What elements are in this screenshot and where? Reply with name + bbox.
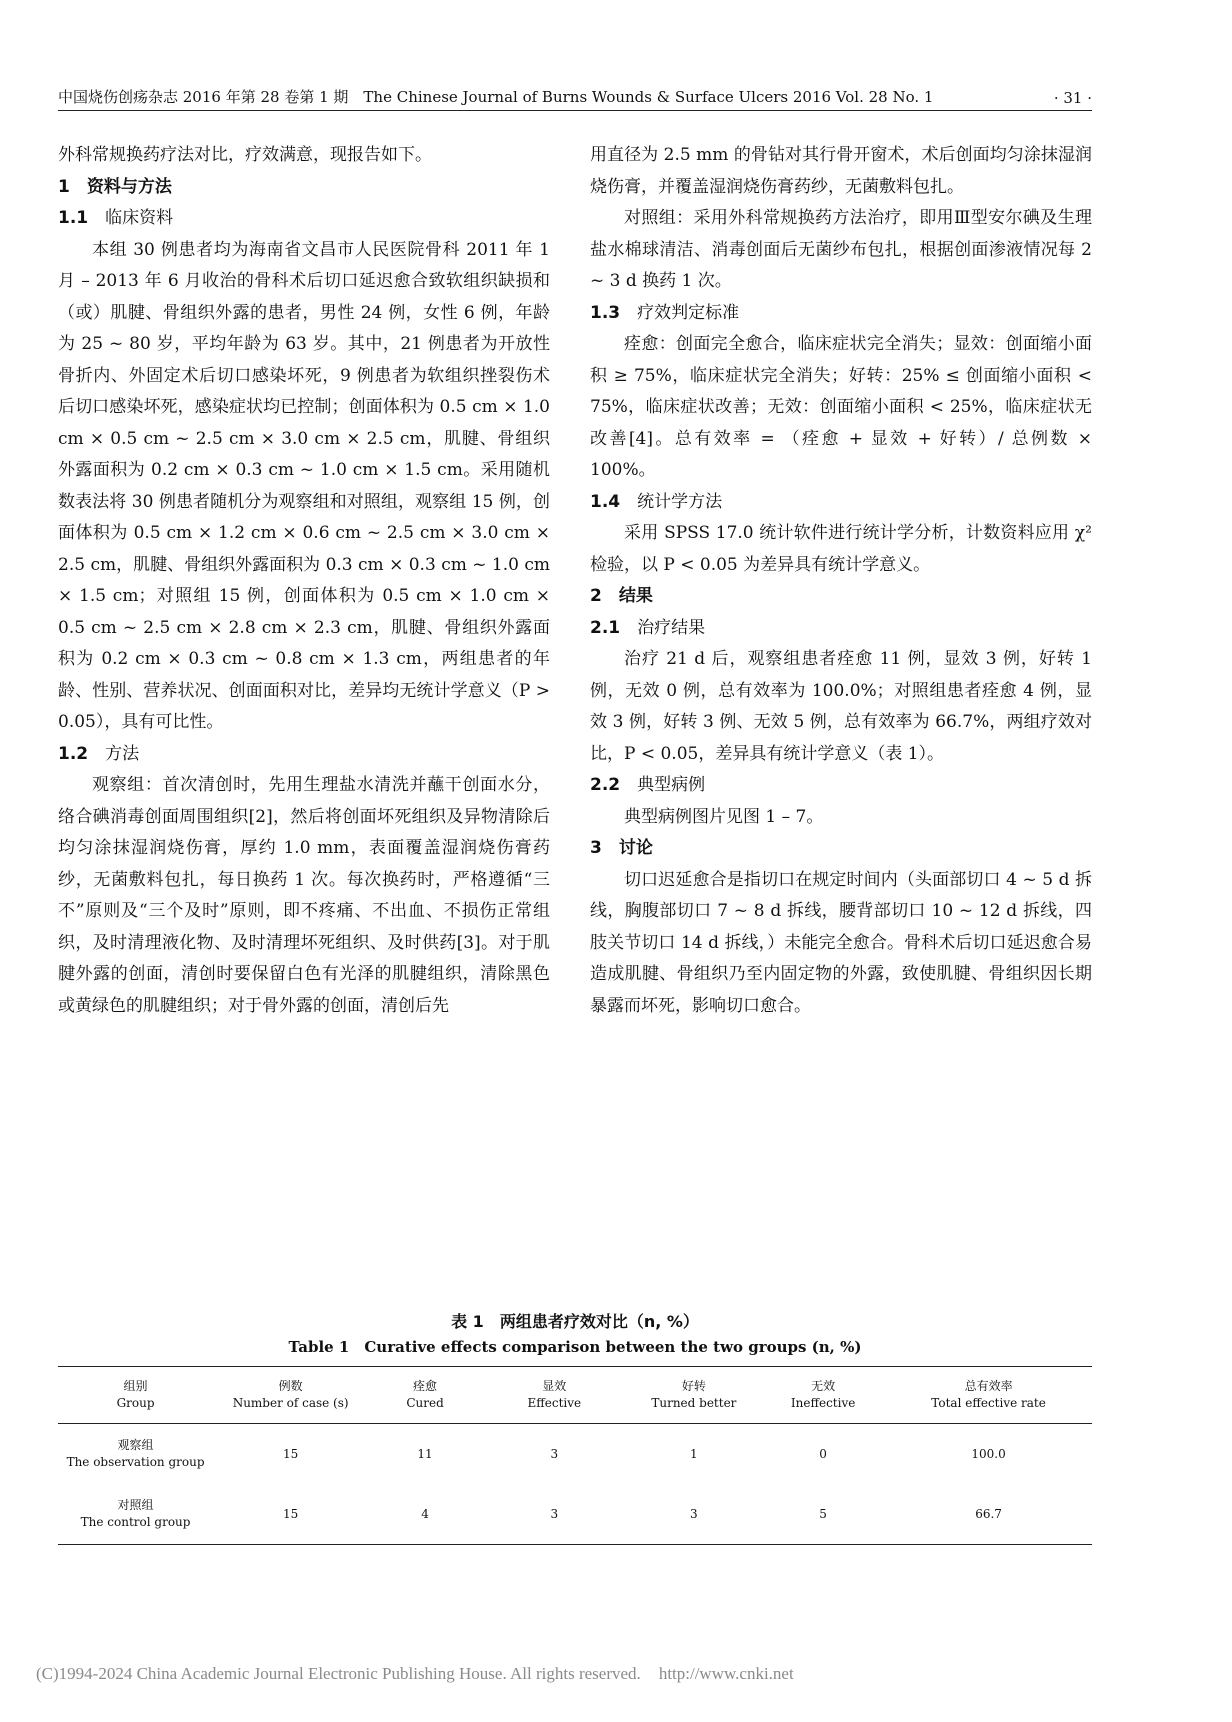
subsection-title: 治疗结果: [637, 617, 706, 638]
table-row: [58, 1484, 1092, 1545]
subsection-number: 1.4: [590, 491, 621, 512]
cell-effective: 3: [550, 1506, 559, 1521]
paragraph: 观察组：首次清创时，先用生理盐水清洗并蘸干创面水分，络合碘消毒创面周围组织[2]，然后将创面坏死组织及异物清除后均匀涂抹湿润烧伤膏，厚约 1.0 mm，表面覆盖湿润烧伤膏药纱，无菌敷料包扎，每日换药 1 次。每次换药时，严格遵循“三不”原则及“三个及时”原则，即不疼痛、不出血、不损伤正常组织，及时清理液化物、及时清理坏死组织、及时供药[3]。对于肌腱外露的创面，清创时要保留白色有光泽的肌腱组织，清除黑色或黄绿色的肌腱组织；对于骨外露的创面，清创后先: [58, 775, 550, 1016]
section-title: 结果: [618, 586, 653, 606]
cell-ineffective: 0: [819, 1446, 827, 1461]
cell-total-rate: 66.7: [975, 1506, 1002, 1521]
subsection-heading: [590, 613, 1092, 645]
section-heading: [590, 833, 1092, 865]
subsection-number: 2.1: [590, 617, 621, 638]
header-group: 组别 Group: [116, 1379, 155, 1410]
paragraph: 切口迟延愈合是指切口在规定时间内（头面部切口 4 ~ 5 d 拆线，胸腹部切口 7 ~ 8 d 拆线，腰背部切口 10 ~ 12 d 拆线，四肢关节切口 14 d 拆线，）未能完全愈合。骨科术后切口延迟愈合易造成肌腱、骨组织乃至内固定物的外露，致使肌腱、骨组织因长期暴露而坏死，影响切口愈合。: [590, 869, 1092, 1016]
results-table: [58, 1366, 1092, 1545]
journal-citation: 中国烧伤创疡杂志 2016 年第 28 卷第 1 期 The Chinese Journal of Burns Wounds & Surface Ulcers 2016 Vol. 28 No. 1: [58, 88, 934, 106]
running-header: [58, 86, 1092, 107]
paragraph: 对照组：采用外科常规换药方法治疗，即用Ⅲ型安尔碘及生理盐水棉球清洁、消毒创面后无菌纱布包扎，根据创面渗液情况每 2 ~ 3 d 换药 1 次。: [590, 208, 1092, 291]
cell-group: 观察组 The observation group: [66, 1438, 205, 1469]
section-number: 3: [590, 838, 602, 858]
subsection-title: 典型病例: [637, 775, 706, 795]
header-better: 好转 Turned better: [651, 1379, 737, 1410]
subsection-heading: [58, 739, 550, 771]
cell-better: 1: [690, 1446, 698, 1461]
copyright-text: (C)1994-2024 China Academic Journal Electronic Publishing House. All rights reserved.: [36, 1664, 641, 1683]
paragraph: 外科常规换药疗法对比，疗效满意，现报告如下。: [58, 145, 432, 165]
subsection-title: 统计学方法: [637, 491, 723, 512]
header-cases: 例数 Number of case (s): [232, 1379, 349, 1410]
cell-cured: 11: [417, 1446, 433, 1461]
subsection-heading: [590, 298, 1092, 330]
cell-better: 3: [690, 1506, 698, 1521]
subsection-number: 2.2: [590, 775, 621, 795]
subsection-title: 方法: [105, 743, 140, 764]
header-ineffective: 无效 Ineffective: [790, 1379, 856, 1410]
subsection-number: 1.2: [58, 743, 89, 764]
table-row: [58, 1424, 1092, 1485]
cell-group: 对照组 The control group: [80, 1498, 191, 1529]
right-column: [590, 140, 1092, 1022]
paragraph: 采用 SPSS 17.0 统计软件进行统计学分析，计数资料应用 χ² 检验，以 P < 0.05 为差异具有统计学意义。: [590, 523, 1092, 575]
section-heading: [590, 581, 1092, 613]
cell-ineffective: 5: [819, 1506, 827, 1521]
section-number: 1: [58, 176, 70, 197]
cell-cases: 15: [283, 1446, 299, 1461]
subsection-heading: [58, 203, 550, 235]
cell-effective: 3: [550, 1446, 559, 1461]
section-title: 讨论: [618, 838, 653, 858]
paragraph: 治疗 21 d 后，观察组患者痊愈 11 例，显效 3 例，好转 1 例，无效 0 例，总有效率为 100.0%；对照组患者痊愈 4 例，显效 3 例，好转 3 例、无效 5 例，总有效率为 66.7%，两组疗效对比，P < 0.05，差异具有统计学意义（表 1）。: [590, 649, 1092, 764]
paragraph: 本组 30 例患者均为海南省文昌市人民医院骨科 2011 年 1 月 – 2013 年 6 月收治的骨科术后切口延迟愈合致软组织缺损和（或）肌腱、骨组织外露的患者，男性 24 例，女性 6 例，年龄为 25 ~ 80 岁，平均年龄为 63 岁。其中，21 例患者为开放性骨折内、外固定术后切口感染坏死，9 例患者为软组织挫裂伤术后切口感染坏死，感染症状均已控制；创面体积为 0.5 cm × 1.0 cm × 0.5 cm ~ 2.5 cm × 3.0 cm × 2.5 cm，肌腱、骨组织外露面积为 0.2 cm × 0.3 cm ~ 1.0 cm × 1.5 cm。采用随机数表法将 30 例患者随机分为观察组和对照组，观察组 15 例，创面体积为 0.5 cm × 1.2 cm × 0.6 cm ~ 2.5 cm × 3.0 cm × 2.5 cm，肌腱、骨组织外露面积为 0.3 cm × 0.3 cm ~ 1.0 cm × 1.5 cm；对照组 15 例，创面体积为 0.5 cm × 1.0 cm × 0.5 cm ~ 2.5 cm × 2.8 cm × 2.3 cm，肌腱、骨组织外露面积为 0.2 cm × 0.3 cm ~ 0.8 cm × 1.3 cm，两组患者的年龄、性别、营养状况、创面面积对比，差异均无统计学意义（P > 0.05），具有可比性。: [58, 239, 550, 732]
subsection-title: 疗效判定标准: [637, 302, 740, 323]
paragraph: 痊愈：创面完全愈合，临床症状完全消失；显效：创面缩小面积 ≥ 75%，临床症状完全消失；好转：25% ≤ 创面缩小面积 < 75%，临床症状改善；无效：创面缩小面积 < 25%，临床症状无改善[4]。总有效率 = （痊愈 + 显效 + 好转）/ 总例数 × 100%。: [590, 334, 1092, 480]
subsection-number: 1.1: [58, 208, 89, 228]
header-effective: 显效 Effective: [527, 1379, 582, 1410]
cell-cured: 4: [421, 1506, 429, 1521]
cell-cases: 15: [283, 1506, 299, 1521]
left-column: [58, 140, 550, 1022]
table-header-row: [58, 1367, 1092, 1424]
header-rule: [58, 110, 1092, 111]
subsection-number: 1.3: [590, 302, 621, 323]
header-total-rate: 总有效率 Total effective rate: [931, 1379, 1046, 1410]
subsection-heading: [590, 770, 1092, 802]
paragraph: 用直径为 2.5 mm 的骨钻对其行骨开窗术，术后创面均匀涂抹湿润烧伤膏，并覆盖湿润烧伤膏药纱，无菌敷料包扎。: [590, 145, 1092, 197]
cell-total-rate: 100.0: [971, 1446, 1006, 1461]
section-number: 2: [590, 586, 602, 606]
subsection-title: 临床资料: [105, 208, 174, 228]
table-caption-en: Table 1 Curative effects comparison between the two groups (n, %): [288, 1338, 862, 1356]
section-heading: [58, 172, 550, 204]
page-number: · 31 ·: [1053, 89, 1092, 107]
header-cured: 痊愈 Cured: [406, 1379, 444, 1410]
table-caption-zh: 表 1 两组患者疗效对比（n, %）: [451, 1312, 699, 1331]
subsection-heading: [590, 487, 1092, 519]
paragraph: 典型病例图片见图 1 – 7。: [624, 806, 824, 827]
cnki-link[interactable]: http://www.cnki.net: [658, 1664, 794, 1683]
copyright-footer: [36, 1664, 1196, 1684]
section-title: 资料与方法: [86, 176, 172, 197]
